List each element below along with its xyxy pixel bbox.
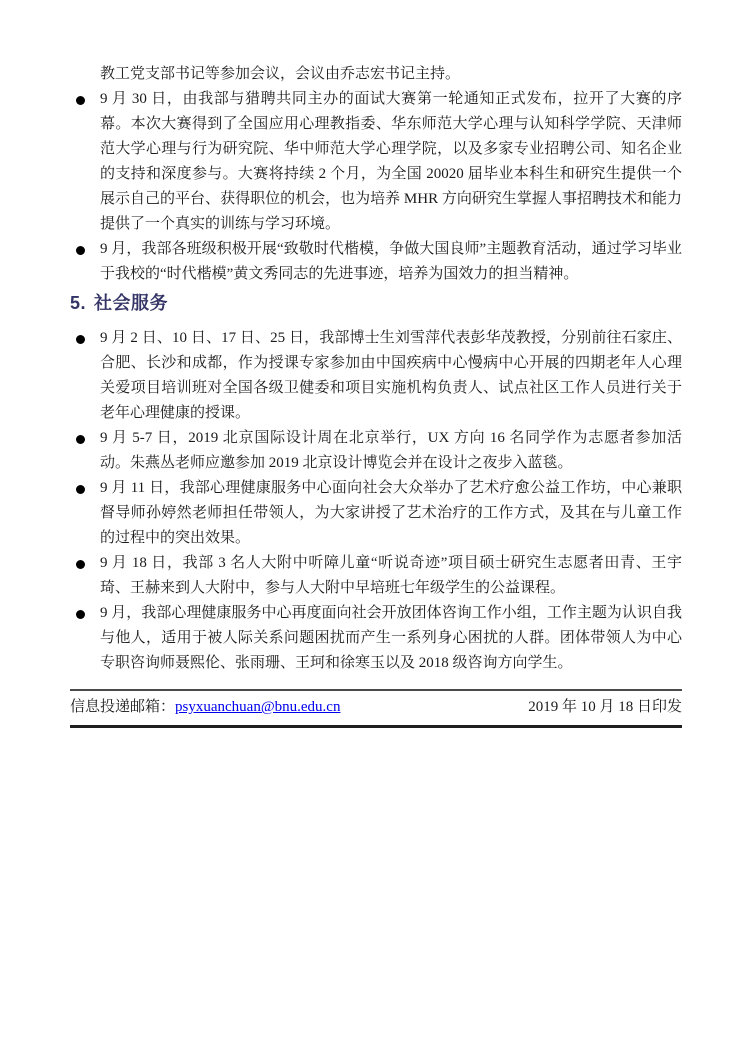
bullet-item-text: 9 月 18 日，我部 3 名人大附中听障儿童“听说奇迹”项目硕士研究生志愿者田青、王宇琦、王赫来到人大附中，参与人大附中早培班七年级学生的公益课程。 — [100, 555, 682, 596]
footer-email-label: 信息投递邮箱： — [70, 699, 176, 715]
continuation-paragraph: 教工党支部书记等参加会议，会议由乔志宏书记主持。 — [100, 66, 461, 82]
section5-bullet-list — [70, 326, 682, 676]
bullet-dot-icon — [76, 435, 85, 444]
bullet-dot-icon — [76, 485, 85, 494]
section-number: 5. — [70, 293, 87, 313]
bullet-item-text: 9 月 5-7 日，2019 北京国际设计周在北京举行，UX 方向 16 名同学作为志愿者参加活动。朱燕丛老师应邀参加 2019 北京设计博览会并在设计之夜步入蓝毯。 — [100, 430, 682, 471]
bullet-item-text: 9 月，我部各班级积极开展“致敬时代楷模，争做大国良师”主题教育活动，通过学习毕业于我校的“时代楷模”黄文秀同志的先进事迹，培养为国效力的担当精神。 — [100, 241, 682, 282]
section-heading-social-service — [70, 290, 682, 316]
bullet-item — [70, 237, 682, 287]
bullet-dot-icon — [76, 96, 85, 105]
bullet-item-text: 9 月 30 日，由我部与猎聘共同主办的面试大赛第一轮通知正式发布，拉开了大赛的序幕。本次大赛得到了全国应用心理教指委、华东师范大学心理与认知科学学院、天津师范大学心理与行为研究院、华中师范大学心理学院，以及多家专业招聘公司、知名企业的支持和深度参与。大赛将持续 2 个月，为全国 20020 届毕业本科生和研究生提供一个展示自己的平台、获得职位的机会，也为培养 MHR 方向研究生掌握人事招聘技术和能力提供了一个真实的训练与学习环境。 — [100, 91, 682, 232]
bullet-dot-icon — [76, 335, 85, 344]
section-title: 社会服务 — [94, 293, 169, 313]
bullet-item — [70, 476, 682, 551]
bullet-item — [70, 87, 682, 237]
footer-email-link[interactable]: psyxuanchuan@bnu.edu.cn — [175, 699, 341, 715]
bullet-dot-icon — [76, 246, 85, 255]
bullet-item-text: 9 月 11 日，我部心理健康服务中心面向社会大众举办了艺术疗愈公益工作坊，中心兼职督导师孙婷然老师担任带领人，为大家讲授了艺术治疗的工作方式，及其在与儿童工作的过程中的突出效果。 — [100, 480, 682, 546]
section4-bullet-list — [70, 87, 682, 287]
bullet-item — [70, 326, 682, 426]
bullet-dot-icon — [76, 610, 85, 619]
footer-print-date: 2019 年 10 月 18 日印发 — [528, 699, 682, 715]
page-footer — [70, 689, 682, 728]
bullet-item — [70, 426, 682, 476]
bullet-dot-icon — [76, 560, 85, 569]
bullet-item-text: 9 月，我部心理健康服务中心再度面向社会开放团体咨询工作小组，工作主题为认识自我与他人，适用于被人际关系问题困扰而产生一系列身心困扰的人群。团体带领人为中心专职咨询师聂熙伦、张雨珊、王珂和徐寒玉以及 2018 级咨询方向学生。 — [100, 605, 682, 671]
footer-left — [70, 695, 340, 720]
bullet-item — [70, 551, 682, 601]
bullet-item-text: 9 月 2 日、10 日、17 日、25 日，我部博士生刘雪萍代表彭华茂教授，分别前往石家庄、合肥、长沙和成都，作为授课专家参加由中国疾病中心慢病中心开展的四期老年人心理关爱项目培训班对全国各级卫健委和项目实施机构负责人、试点社区工作人员进行关于老年心理健康的授课。 — [100, 330, 682, 421]
bullet-item — [70, 601, 682, 676]
